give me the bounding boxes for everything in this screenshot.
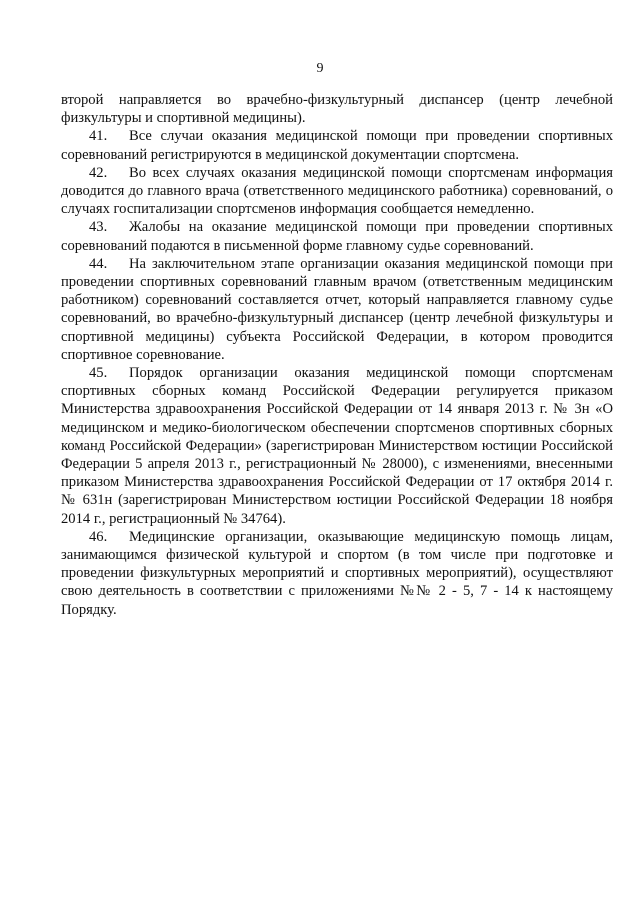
paragraph-text: Все случаи оказания медицинской помощи при проведении спортивных соревнований регистрируются в медицинской документации спортсмена. xyxy=(61,128,613,163)
document-body xyxy=(61,91,613,619)
paragraph-text: Жалобы на оказание медицинской помощи при проведении спортивных соревнований подаются в письменной форме главному судье соревнований. xyxy=(61,219,613,254)
page-number: 9 xyxy=(316,61,324,76)
paragraph-41 xyxy=(61,127,613,163)
paragraph-text: второй направляется во врачебно-физкультурный диспансер (центр лечебной физкультуры и спортивной медицины). xyxy=(61,92,613,127)
paragraph-text: Порядок организации оказания медицинской помощи спортсменам спортивных сборных команд Российской Федерации регулируется приказом Министерства здравоохранения Российской Федерации от 14 января 2013 г. № 3н «О медицинском и медико-биологическом обеспечении спортсменов спортивных сборных команд Российской Федерации» (зарегистрирован Министерством юстиции Российской Федерации 5 апреля 2013 г., регистрационный № 28000), с изменениями, внесенными приказом Министерства здравоохранения Российской Федерации от 17 октября 2014 г. № 631н (зарегистрирован Министерством юстиции Российской Федерации 18 ноября 2014 г., регистрационный № 34764). xyxy=(61,365,613,527)
paragraph-number: 44. xyxy=(89,255,108,272)
paragraph-45 xyxy=(61,364,613,528)
paragraph-42 xyxy=(61,164,613,219)
paragraph-number: 42. xyxy=(89,164,108,181)
paragraph-44 xyxy=(61,255,613,364)
paragraph-46 xyxy=(61,528,613,619)
paragraph-text: На заключительном этапе организации оказания медицинской помощи при проведении спортивных соревнований главным врачом (ответственным медицинским работником) соревнований составляется отчет, который направляется главному судье соревнований, во врачебно-физкультурный диспансер (центр лечебной физкультуры и спортивной медицины) субъекта Российской Федерации, в котором проводится спортивное соревнование. xyxy=(61,255,613,363)
paragraph-number: 46. xyxy=(89,528,108,545)
paragraph-number: 43. xyxy=(89,219,108,236)
paragraph-43 xyxy=(61,218,613,254)
paragraph-number: 41. xyxy=(89,128,108,145)
paragraph-number: 45. xyxy=(89,365,108,382)
paragraph-text: Медицинские организации, оказывающие медицинскую помощь лицам, занимающимся физической культурой и спортом (в том числе при подготовке и проведении физкультурных мероприятий и спортивных мероприятий), осуществляют свою деятельность в соответствии с приложениями №№ 2 - 5, 7 - 14 к настоящему Порядку. xyxy=(61,528,613,618)
paragraph-text: Во всех случаях оказания медицинской помощи спортсменам информация доводится до главного врача (ответственного медицинского работника) соревнований, о случаях госпитализации спортсменов информация сообщается немедленно. xyxy=(61,164,613,218)
paragraph-continuation xyxy=(61,91,613,127)
